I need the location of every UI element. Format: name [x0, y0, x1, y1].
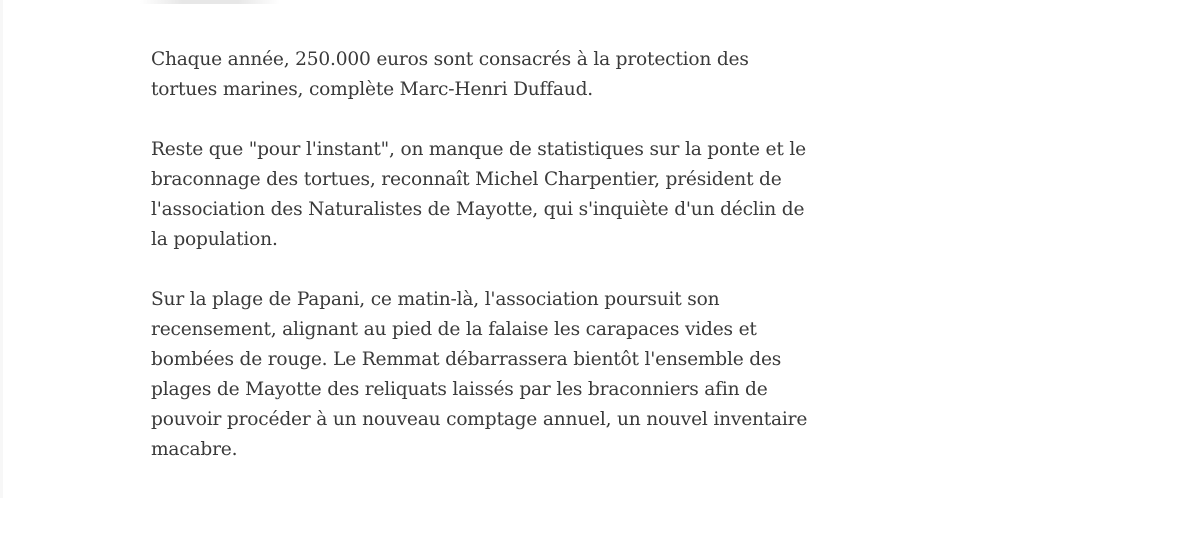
article-body — [151, 45, 811, 495]
paragraph-statistics: Reste que "pour l'instant", on manque de statistiques sur la ponte et le braconnage des tortues, reconnaît Michel Charpentier, président de l'association des Naturalistes de Mayotte, qui s'inquiète d'un déclin de la population. — [151, 139, 806, 250]
left-edge-divider — [0, 0, 3, 498]
cropped-top-element — [140, 0, 280, 4]
paragraph-census: Sur la plage de Papani, ce matin-là, l'association poursuit son recensement, alignant au pied de la falaise les carapaces vides et bombées de rouge. Le Remmat débarrassera bientôt l'ensemble des plages de Mayotte des reliquats laissés par les braconniers afin de pouvoir procéder à un nouveau comptage annuel, un nouvel inventaire macabre. — [151, 289, 808, 460]
paragraph-funding: Chaque année, 250.000 euros sont consacrés à la protection des tortues marines, complète Marc-Henri Duffaud. — [151, 49, 749, 100]
